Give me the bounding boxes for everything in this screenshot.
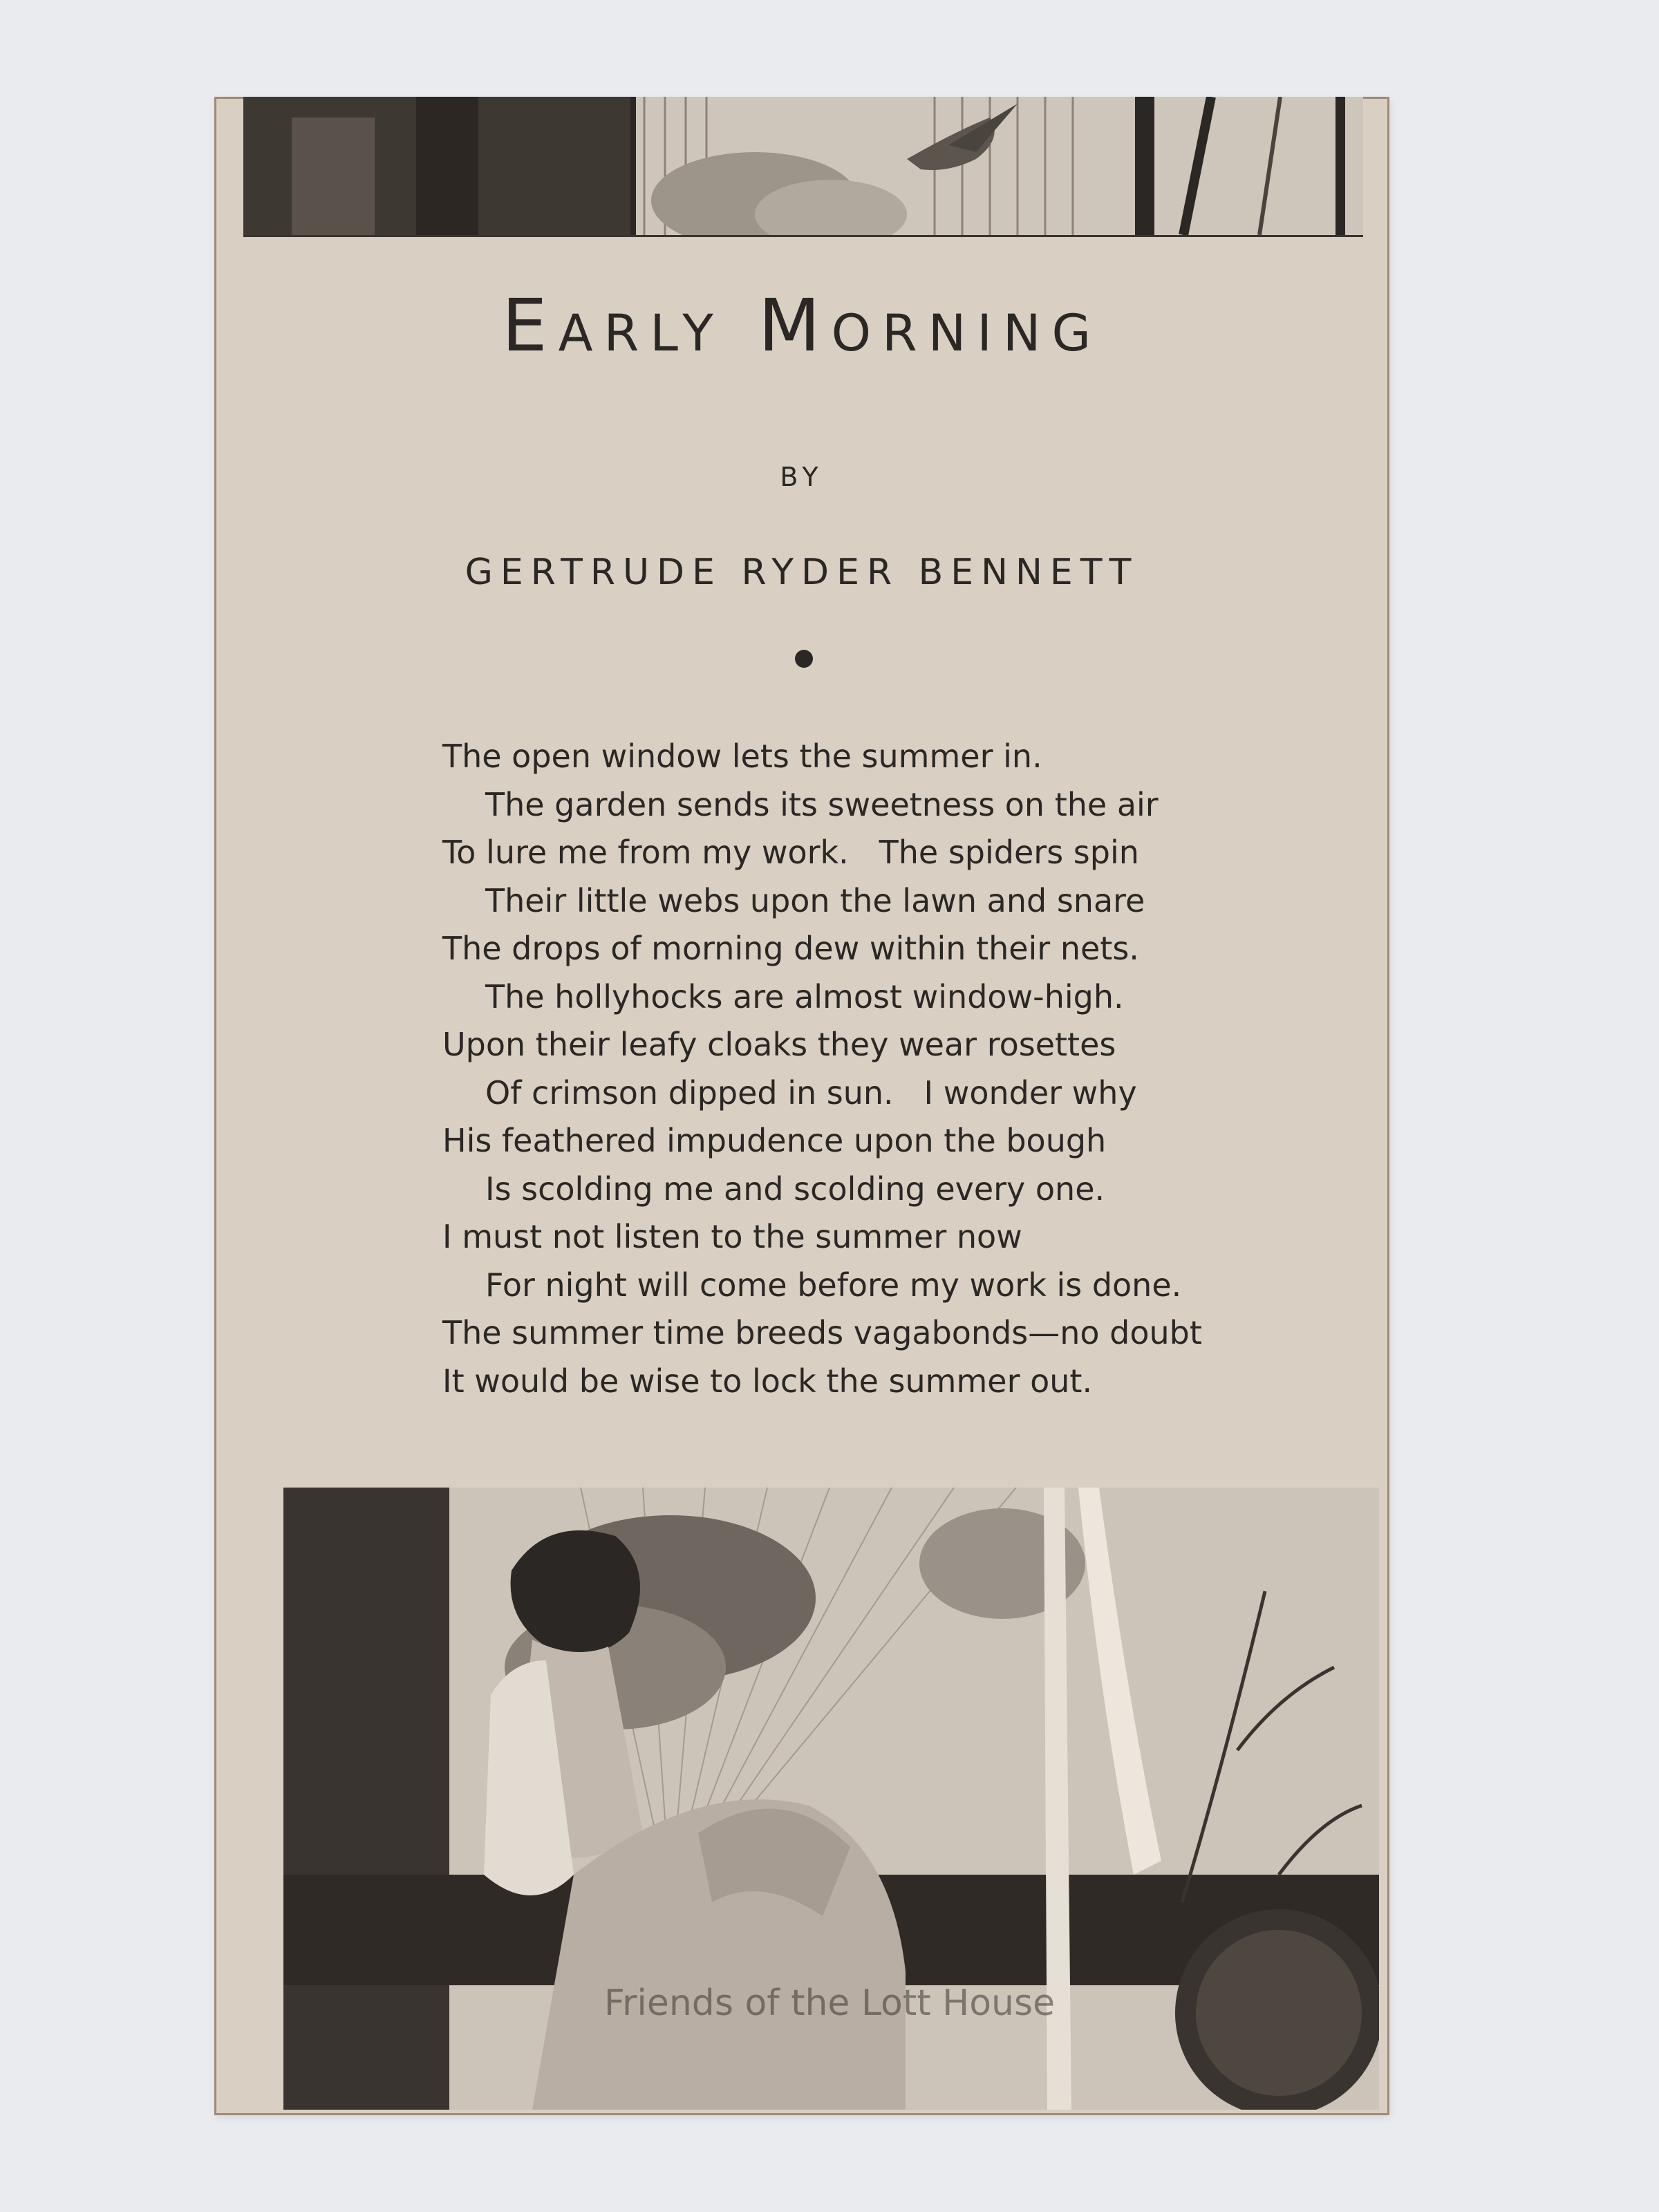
poem-line: The hollyhocks are almost window-high. (485, 977, 1124, 1015)
author-name: GERTRUDE RYDER BENNETT (465, 552, 1139, 593)
poem-line: It would be wise to lock the summer out. (442, 1362, 1093, 1400)
separator-bullet (795, 650, 813, 668)
poem-line: Upon their leafy cloaks they wear rosettes (442, 1026, 1116, 1063)
top-illustration (243, 97, 1363, 237)
poem-line: His feathered impudence upon the bough (442, 1122, 1107, 1159)
poem-body (442, 733, 1355, 1405)
poem-line: The garden sends its sweetness on the air (485, 785, 1159, 823)
poem-line: Of crimson dipped in sun. I wonder why (485, 1074, 1137, 1112)
poem-line: Their little webs upon the lawn and snare (485, 881, 1145, 919)
poem-line: To lure me from my work. The spiders spin (442, 834, 1139, 871)
poem-line: Is scolding me and scolding every one. (485, 1170, 1105, 1208)
newspaper-clipping (214, 97, 1389, 2115)
poem-line: The summer time breeds vagabonds—no doubt (442, 1314, 1202, 1351)
poem-line: The open window lets the summer in. (442, 738, 1042, 775)
poem-line: I must not listen to the summer now (442, 1218, 1022, 1255)
poem-title: Early Morning (501, 283, 1103, 368)
poem-line: The drops of morning dew within their nets. (442, 930, 1139, 967)
poem-line: For night will come before my work is done. (485, 1266, 1182, 1304)
byline-label: BY (780, 462, 824, 492)
watermark-text: Friends of the Lott House (603, 1983, 1056, 2024)
